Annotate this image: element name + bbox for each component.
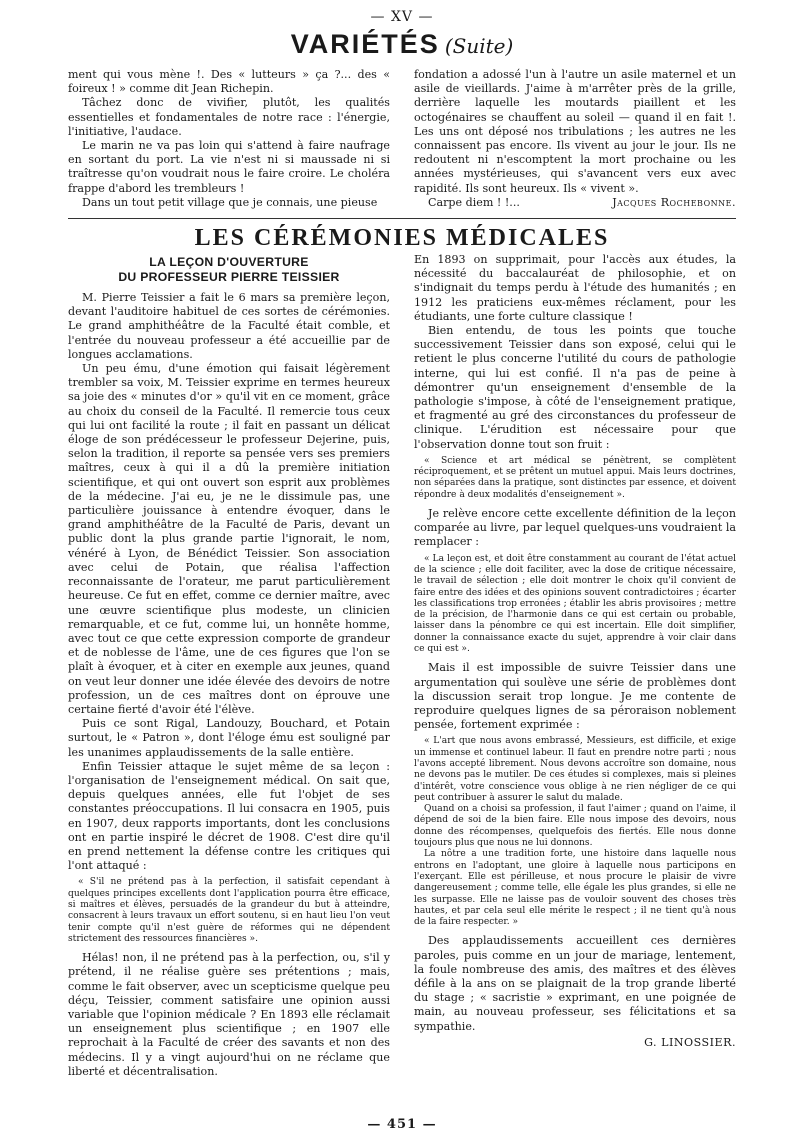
article-subtitle [68, 255, 390, 285]
section-divider [68, 218, 736, 219]
article-paragraph: Hélas! non, il ne prétend pas à la perfection, ou, s'il y prétend, il ne réalise guère ses prétentions ; mais, comme le fait observer, avec un scepticisme quelque peu déçu, Teissier, comment satisfaire une opinion aussi variable que l'opinion médicale ? En 1893 elle réclamait un enseignement plus scientifique ; en 1907 elle reprochait à la Faculté de créer des savants et non des médecins. Il y a vingt aujourd'hui on ne réclame que liberté et décentralisation. [68, 951, 390, 1078]
article-right-column [414, 253, 736, 1079]
varietes-paragraph: Le marin ne va pas loin qui s'attend à faire naufrage en sortant du port. La vie n'est ni si maussade ni si traîtresse qu'on voudrait nous le faire croire. Le choléra frappe d'abord les trembleurs ! [68, 139, 390, 195]
quote-text: « S'il ne prétend pas à la perfection, il satisfait cependant à quelques principes excellents dont l'application pourra être efficace, si maîtres et élèves, persuadés de la grandeur du but à atteindre, consacrent à leurs travaux un effort soutenu, si en haut lieu l'on veut tenir compte qu'il n'est guère de réformes qui ne dépendent strictement des ressources financières ». [68, 877, 390, 944]
section-title [68, 28, 736, 64]
article-paragraph: Bien entendu, de tous les points que touche successivement Teissier dans son exposé, celui qui le retient le plus concerne l'utilité du cours de pathologie interne, qui lui est confié. Il n'a pas de peine à démontrer qu'un enseignement d'ensemble de la pathologie s'impose, à côté de l'enseignement pratique, et fragmenté au gré des circonstances du professeur de clinique. L'érudition est nécessaire pour que l'observation donne tout son fruit : [414, 324, 736, 451]
block-quote [414, 456, 736, 501]
article-paragraph: Enfin Teissier attaque le sujet même de sa leçon : l'organisation de l'enseignement médical. On sait que, depuis quelques années, elle fut l'objet de ses constantes préoccupations. Il lui consacra en 1905, puis en 1907, deux rapports importants, dont les conclusions ont en partie inspiré le décret de 1908. C'est dire qu'il en prend nettement la défense contre les critiques qui l'ont attaqué : [68, 759, 390, 873]
article-paragraph: Je relève encore cette excellente définition de la leçon comparée au livre, par lequel quelques-uns voudraient la remplacer : [414, 507, 736, 549]
varietes-paragraph: ment qui vous mène !. Des « lutteurs » ça ?... des « foireux ! » comme dit Jean Richepin. [68, 68, 390, 96]
article-paragraph: M. Pierre Teissier a fait le 6 mars sa première leçon, devant l'auditoire habituel de ces sortes de cérémonies. Le grand amphithéâtre de la Faculté était comble, et l'entrée du nouveau professeur a été accueillie par de longues acclamations. [68, 291, 390, 361]
section-title-text: VARIÉTÉS [290, 29, 440, 59]
varietes-left-column [68, 68, 390, 210]
article-paragraph: Des applaudissements accueillent ces dernières paroles, puis comme en un jour de mariage, lentement, la foule nombreuse des amis, des maîtres et des élèves défile à la ans on se plaignait de la trop grande liberté du stage ; « sacristie » exprimant, en une poignée de main, au nouveau professeur, ses félicitations et sa sympathie. [414, 934, 736, 1033]
page-number: — 451 — [367, 1117, 437, 1132]
quote-text: « La leçon est, et doit être constamment au courant de l'état actuel de la science ; elle doit faciliter, avec la dose de critique nécessaire, le travail de sélection ; elle doit montrer le choix qu'il convient de faire entre des idées et des opinions souvent contradictoires ; écarter les classifications trop erronées ; établir les abris provisoires ; mettre de la précision, de l'harmonie dans ce qui est certain ou probable, laisser dans la pénombre ce qui est incertain. Elle doit simplifier, donner la connaissance exacte du sujet, apprendre à voir clair dans ce qui est ». [414, 553, 736, 655]
article-title: LES CÉRÉMONIES MÉDICALES [194, 225, 610, 252]
article-paragraph: Un peu ému, d'une émotion qui faisait légèrement trembler sa voix, M. Teissier exprime en termes heureux sa joie des « minutes d'or » qu'il vit en ce moment, grâce au choix du conseil de la Faculté. Il remercie tous ceux qui lui ont facilité la route ; il fait en passant un délicat éloge de son prédécesseur le professeur Dejerine, puis, selon la tradition, il reporte sa pensée vers ses premiers maîtres, ceux à qui il a dû la première initiation scientifique, et qui ont ouvert son esprit aux problèmes de la médecine. J'ai eu, je ne le dissimule pas, une particulière jouissance à entendre évoquer, dans le grand amphithéâtre de la Faculté de Paris, devant un public dont la plus grande partie l'ignorait, le nom, vénéré à Lyon, de Bénédict Teissier. Son association avec celui de Potain, que réalisa l'affection reconnaissante de l'orateur, me parut particulièrement heureuse. Ce fut en effet, comme ce dernier maître, avec une œuvre scientifique plus modeste, un clinicien remarquable, et ce fut, comme lui, un honnête homme, avec tout ce que cette expression comporte de grandeur et de noblesse de l'âme, une de ces figures que l'on se plaît à évoquer, et à citer en exemple aux jeunes, quand on veut leur donner une idée élevée des devoirs de notre profession, un de ces maîtres dont on éprouve une certaine fierté d'avoir été l'élève. [68, 362, 390, 716]
author-name: Jacques Rochebonne. [612, 195, 736, 209]
article-paragraph: Mais il est impossible de suivre Teissier dans une argumentation qui soulève une série de problèmes dont la discussion serait trop longue. Je me contente de reproduire quelques lignes de sa péroraison noblement pensée, fortement exprimée : [414, 661, 736, 732]
varietes-paragraph: fondation a adossé l'un à l'autre un asile maternel et un asile de vieillards. J'aime à m'arrêter près de la grille, derrière laquelle les moutards piaillent et les octogénaires se chauffent au soleil — quand il en fait !. Les uns ont déposé nos tribulations ; les autres ne les connaissent pas encore. Ils vivent au jour le jour. Ils ne redoutent ni n'escomptent la mort prochaine ou les années mystérieuses, qui s'avancent vers eux avec rapidité. Ils sont heureux. Ils « vivent ». [414, 68, 736, 195]
page-roman-numeral: — XV — [370, 9, 434, 25]
quote-text: « Science et art médical se pénètrent, se complètent réciproquement, et se prêtent un mutuel appui. Mais leurs doctrines, non séparées dans la pratique, sont distinctes par essence, et doivent répondre à deux modalités d'enseignement ». [414, 455, 736, 500]
varietes-paragraph: Dans un tout petit village que je connais, une pieuse [82, 195, 378, 209]
section-suite: (Suite) [444, 34, 514, 58]
article-paragraph: En 1893 on supprimait, pour l'accès aux études, la nécessité du baccalauréat de philosophie, et on s'indignait du temps perdu à l'étude des humanités ; en 1912 les praticiens eux-mêmes réclament, pour les étudiants, une forte culture classique ! [414, 253, 736, 323]
closing-text: Carpe diem ! !... [428, 195, 520, 209]
article-paragraph: Puis ce sont Rigal, Landouzy, Bouchard, et Potain surtout, le « Patron », dont l'éloge ému est souligné par les unanimes applaudissements de la salle entière. [68, 717, 390, 759]
block-quote [68, 877, 390, 945]
quote-text: Quand on a choisi sa profession, il faut l'aimer ; quand on l'aime, il dépend de soi de la bien faire. Elle nous impose des devoirs, nous donne des récompenses, quelquefois des fiertés. Elle nous donne toujours plus que nous ne lui donnons. [414, 804, 736, 849]
quote-text: La nôtre a une tradition forte, une histoire dans laquelle nous entrons en l'adoptant, une gloire à laquelle nous participons en l'exerçant. Elle est périlleuse, et nous procure le plaisir de vivre dangereusement ; comme telle, elle égale les plus grandes, si elle ne les surpasse. Elle ne laisse pas de vouloir souvent des choses très hautes, et par cela seul elle mérite le respect ; il ne tient qu'à nous de la faire respecter. » [414, 849, 736, 928]
quote-text: « L'art que nous avons embrassé, Messieurs, est difficile, et exige un immense et continuel labeur. Il faut en prendre notre parti ; nous l'avons accepté librement. Nous devons accroître son domaine, nous ne devons pas le mutiler. De ces études si complexes, mais si pleines d'intérêt, votre conscience vous oblige à ne rien négliger de ce qui peut contribuer à assurer le salut du malade. [414, 736, 736, 803]
varietes-right-column [414, 68, 736, 210]
subtitle-line: DU PROFESSEUR PIERRE TEISSIER [118, 270, 340, 285]
article-left-column [68, 253, 390, 1079]
article-columns [68, 253, 736, 1079]
varietes-paragraph: Tâchez donc de vivifier, plutôt, les qualités essentielles et fondamentales de notre race : l'énergie, l'initiative, l'audace. [68, 96, 390, 138]
block-quote [414, 554, 736, 656]
varietes-signature-line [414, 196, 736, 210]
block-quote [414, 736, 736, 928]
subtitle-line: LA LEÇON D'OUVERTURE [149, 255, 309, 270]
journal-page [68, 8, 736, 1138]
article-signature: G. LINOSSIER. [644, 1035, 736, 1049]
varietes-columns [68, 68, 736, 210]
